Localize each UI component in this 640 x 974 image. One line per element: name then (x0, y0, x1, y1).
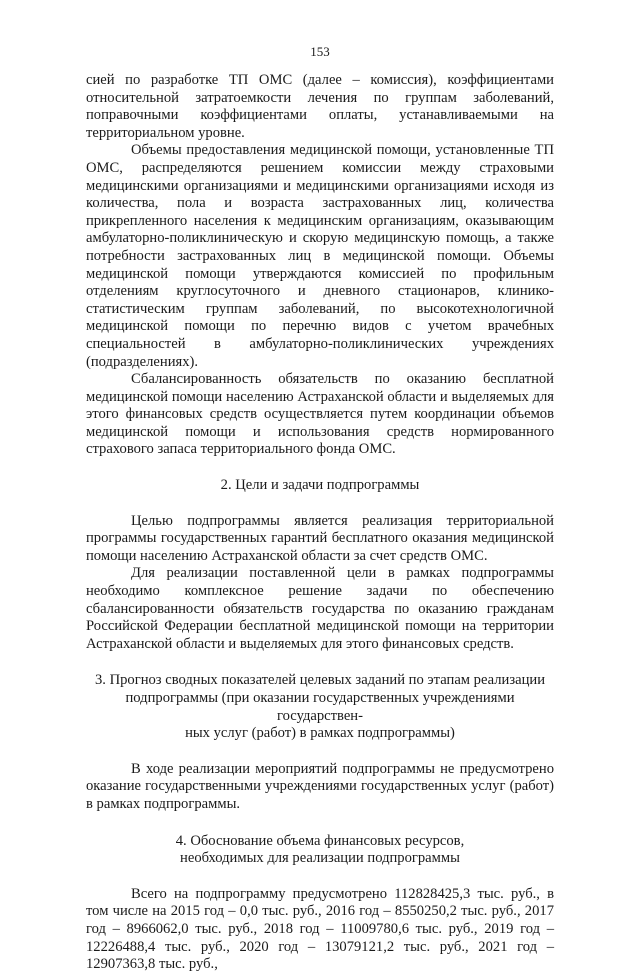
intro-paragraph-1: сией по разработке ТП ОМС (далее – комиссия), коэффициентами относительной затратоемкости лечения по группам заболеваний, поправочными коэффициентами оплаты, устанавливаемыми на территориальном уровне. (86, 72, 554, 141)
section-4-heading-line-2: необходимых для реализации подпрограммы (180, 850, 460, 867)
section-3-heading-line-1: 3. Прогноз сводных показателей целевых заданий по этапам реализации (94, 672, 546, 689)
section-3-paragraph: В ходе реализации мероприятий подпрограммы не предусмотрено оказание государственными учреждениями государственных услуг (работ) в рамках подпрограммы. (86, 760, 554, 812)
section-3-heading (86, 672, 554, 742)
intro-paragraph-3: Сбалансированность обязательств по оказанию бесплатной медицинской помощи населению Астраханской области и выделяемых для этого финансовых средств осуществляется путем координации объемов медицинской помощи и использования средств нормированного страхового запаса территориального фонда ОМС. (86, 371, 554, 458)
page-number: 153 (310, 44, 330, 59)
section-4-paragraph: Всего на подпрограмму предусмотрено 112828425,3 тыс. руб., в том числе на 2015 год – 0,0 тыс. руб., 2016 год – 8550250,2 тыс. руб., 2017 год – 8966062,0 тыс. руб., 2018 год – 11009780,6 тыс. руб., 2019 год – 12226488,4 тыс. руб., 2020 год – 13079121,2 тыс. руб., 2021 год – 12907363,8 тыс. руб., (86, 885, 554, 973)
section-4-heading (86, 833, 554, 868)
section-2-paragraph-1: Целью подпрограммы является реализация территориальной программы государственных гарантий бесплатного оказания медицинской помощи населению Астраханской области за счет средств ОМС. (86, 512, 554, 564)
intro-paragraph-2: Объемы предоставления медицинской помощи, установленные ТП ОМС, распределяются решением комиссии между страховыми медицинскими организациями и медицинскими организациями исходя из количества, пола и возраста застрахованных лиц, количества прикрепленного населения к медицинским организациям, оказывающим амбулаторно-поликлиническую и скорую медицинскую помощь, а также потребности застрахованных лиц в медицинской помощи. Объемы медицинской помощи утверждаются комиссией по профильным отделениям круглосуточного и дневного стационаров, клинико-статистическим группам заболеваний, по высокотехнологичной медицинской помощи по перечню видов с учетом врачебных специальностей в амбулаторно-поликлинических учреждениях (подразделениях). (86, 142, 554, 370)
section-3-heading-line-3: ных услуг (работ) в рамках подпрограммы) (185, 725, 455, 742)
section-2-paragraph-2: Для реализации поставленной цели в рамках подпрограммы необходимо комплексное решение задачи по обеспечению сбалансированности обязательств государства по оказанию гражданам Российской Федерации бесплатной медицинской помощи на территории Астраханской области и выделяемых для этого финансовых средств. (86, 565, 554, 652)
section-2-heading: 2. Цели и задачи подпрограммы (220, 477, 420, 494)
section-3-heading-line-2: подпрограммы (при оказании государственных учреждениями государствен- (125, 690, 515, 724)
section-4-heading-line-1: 4. Обоснование объема финансовых ресурсов, (175, 832, 465, 849)
